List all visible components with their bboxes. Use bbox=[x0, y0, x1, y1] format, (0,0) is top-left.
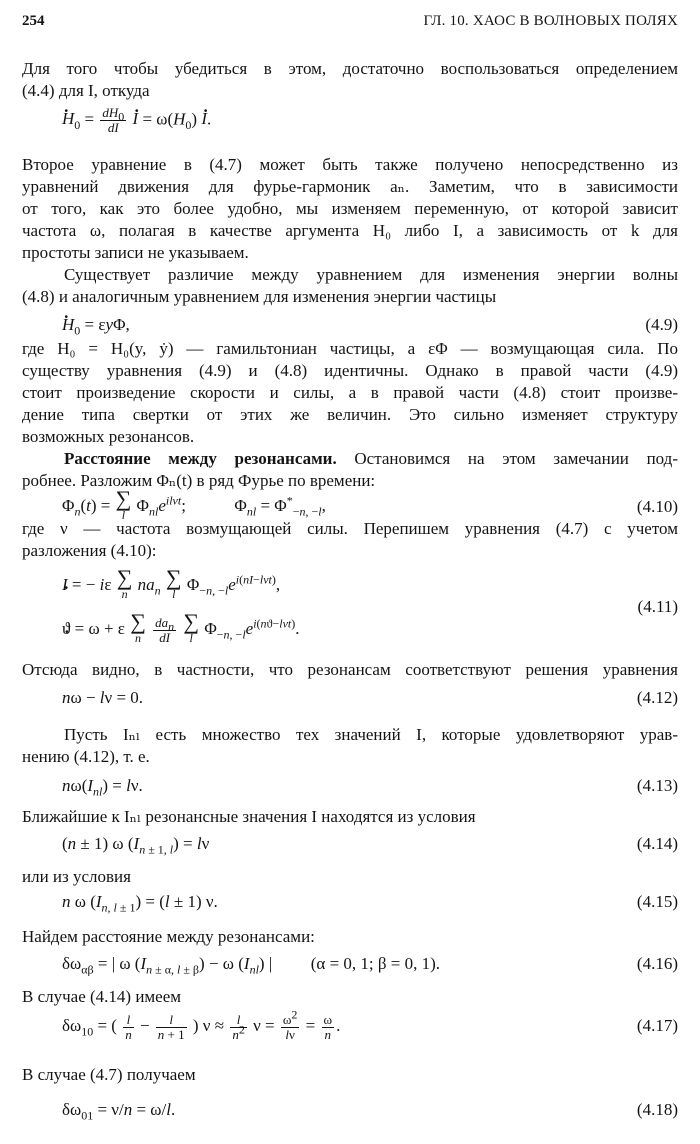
paragraph-line: Для того чтобы убедиться в этом, достаточно воспользоваться определением bbox=[22, 59, 678, 78]
equation-4-11b: · ϑ = ω + ε ∑ n $\frac{da_n}{dI}$ ∑ l $\Phi_{-n, -l}e^{i(nϑ-lvt)}$. bbox=[62, 606, 300, 652]
paragraph-line: нению (4.12), т. е. bbox=[22, 747, 150, 766]
paragraph-line: Пусть Iₙₗ есть множество тех значений I, которые удовлетворяют урав- bbox=[64, 725, 678, 744]
equation-number: (4.12) bbox=[636, 688, 678, 707]
equation-4-13: $n\omega(I_{nl}) = l\nu$. bbox=[62, 776, 143, 799]
equation-number: (4.15) bbox=[636, 892, 678, 911]
paragraph-line: В случае (4.7) получаем bbox=[22, 1065, 196, 1084]
paragraph-line: существу уравнения (4.9) и (4.8) идентичны. Однако в правой части (4.9) bbox=[22, 361, 678, 380]
section-heading-line bbox=[64, 448, 678, 470]
section-title: Расстояние между резонансами. bbox=[64, 449, 337, 468]
paragraph-line: В случае (4.14) имеем bbox=[22, 987, 182, 1006]
equation-4-16: $\delta\omega_{\alpha\beta}$ = | ω $(I_{n \pm \alpha, l \pm \beta}) - \omega$ $(I_{nl})$ | (α = 0, 1; β = 0, 1). bbox=[62, 954, 441, 977]
paragraph-line: от того, как это более удобно, мы изменяем переменную, от которой зависит bbox=[22, 199, 678, 218]
paragraph-line: стоит произведение скорости и силы, а в правой части (4.8) стоит произве- bbox=[22, 383, 678, 402]
equation-4-9: · $H_0 = \varepsilon y\Phi$, bbox=[62, 313, 130, 337]
paragraph-line: Найдем расстояние между резонансами: bbox=[22, 927, 315, 946]
equation-number: (4.11) bbox=[637, 597, 678, 616]
equation-4-18: $\delta\omega_{01} = \nu/n = \omega/l$. bbox=[62, 1100, 176, 1123]
equation-4-11a: · I = − iε ∑ n $na_n$ ∑ l $\Phi_{-n, -l}e^{i(nI-lvt)}$, bbox=[62, 562, 280, 608]
equation-number: (4.18) bbox=[636, 1100, 678, 1119]
paragraph-line: Существует различие между уравнением для изменения энергии волны bbox=[64, 265, 678, 284]
paragraph-line: дение типа свертки от этих же величин. Это сильно изменяет структуру bbox=[22, 405, 678, 424]
paragraph-line: где ν — частота возмущающей силы. Перепишем уравнения (4.7) с учетом bbox=[22, 519, 678, 538]
paragraph-line: (4.8) и аналогичным уравнением для изменения энергии частицы bbox=[22, 287, 497, 306]
paragraph-line: Ближайшие к Iₙₗ резонансные значения I находятся из условия bbox=[22, 807, 476, 826]
equation-4-12: nω − lν = 0. bbox=[62, 688, 144, 707]
paragraph-line: простоты записи не указываем. bbox=[22, 243, 249, 262]
paragraph-line: (4.4) для I, откуда bbox=[22, 81, 150, 100]
paragraph-line: или из условия bbox=[22, 867, 131, 886]
equation-number: (4.14) bbox=[636, 834, 678, 853]
equation-4-17: $\delta\omega_{10}$ = ( $\frac{l}{n}$ − $\frac{l}{n + 1}$ ) ν ≈ $\frac{l}{n^2}$ ν = $\frac{\omega^2}{l\nu}$ = $\frac{\omega}{n}$ . bbox=[62, 1007, 341, 1042]
equation-number: (4.17) bbox=[636, 1016, 678, 1035]
section-text: Остановимся на этом замечании под- bbox=[354, 449, 678, 468]
page-header bbox=[22, 13, 678, 37]
equation-number: (4.10) bbox=[636, 497, 678, 516]
paragraph-line: Второе уравнение в (4.7) может быть также получено непосредственно из bbox=[22, 155, 678, 174]
equation-number: (4.9) bbox=[645, 315, 678, 334]
paragraph-line: частота ω, полагая в качестве аргумента H₀ либо I, а зависимость от k для bbox=[22, 221, 678, 240]
paragraph-line: разложения (4.10): bbox=[22, 541, 157, 560]
equation-4-10: $\Phi_n(t)$ = ∑ l $\Phi_{nl}e^{ilvt}$; $\Phi_{nl} = \Phi^*_{-n, -l}$, bbox=[62, 486, 326, 523]
equation-h0-dot: · $H_0$ = $\frac{dH_0}{dI}$ · $I = \omega(H_0) \cdot I$. bbox=[62, 106, 211, 135]
paragraph-line: возможных резонансов. bbox=[22, 427, 195, 446]
equation-4-14: (n ± 1) ω $(I_{n \pm 1, l}) = l\nu$ bbox=[62, 834, 210, 857]
paragraph-line: Отсюда видно, в частности, что резонансам соответствуют решения уравнения bbox=[22, 660, 678, 679]
paragraph-line: где H₀ = H₀(y, ẏ) — гамильтониан частицы, а εΦ — возмущающая сила. По bbox=[22, 339, 678, 358]
equation-number: (4.13) bbox=[636, 776, 678, 795]
equation-number: (4.16) bbox=[636, 954, 678, 973]
equation-4-15: n ω $(I_{n, l \pm 1}) = (l \pm 1)$ ν. bbox=[62, 892, 218, 915]
running-title: ГЛ. 10. ХАОС В ВОЛНОВЫХ ПОЛЯХ bbox=[423, 13, 678, 29]
paragraph-line: робнее. Разложим Φₙ(t) в ряд Фурье по времени: bbox=[22, 471, 376, 490]
page-number: 254 bbox=[22, 13, 45, 29]
paragraph-line: уравнений движения для фурье-гармоник aₙ. Заметим, что в зависимости bbox=[22, 177, 678, 196]
